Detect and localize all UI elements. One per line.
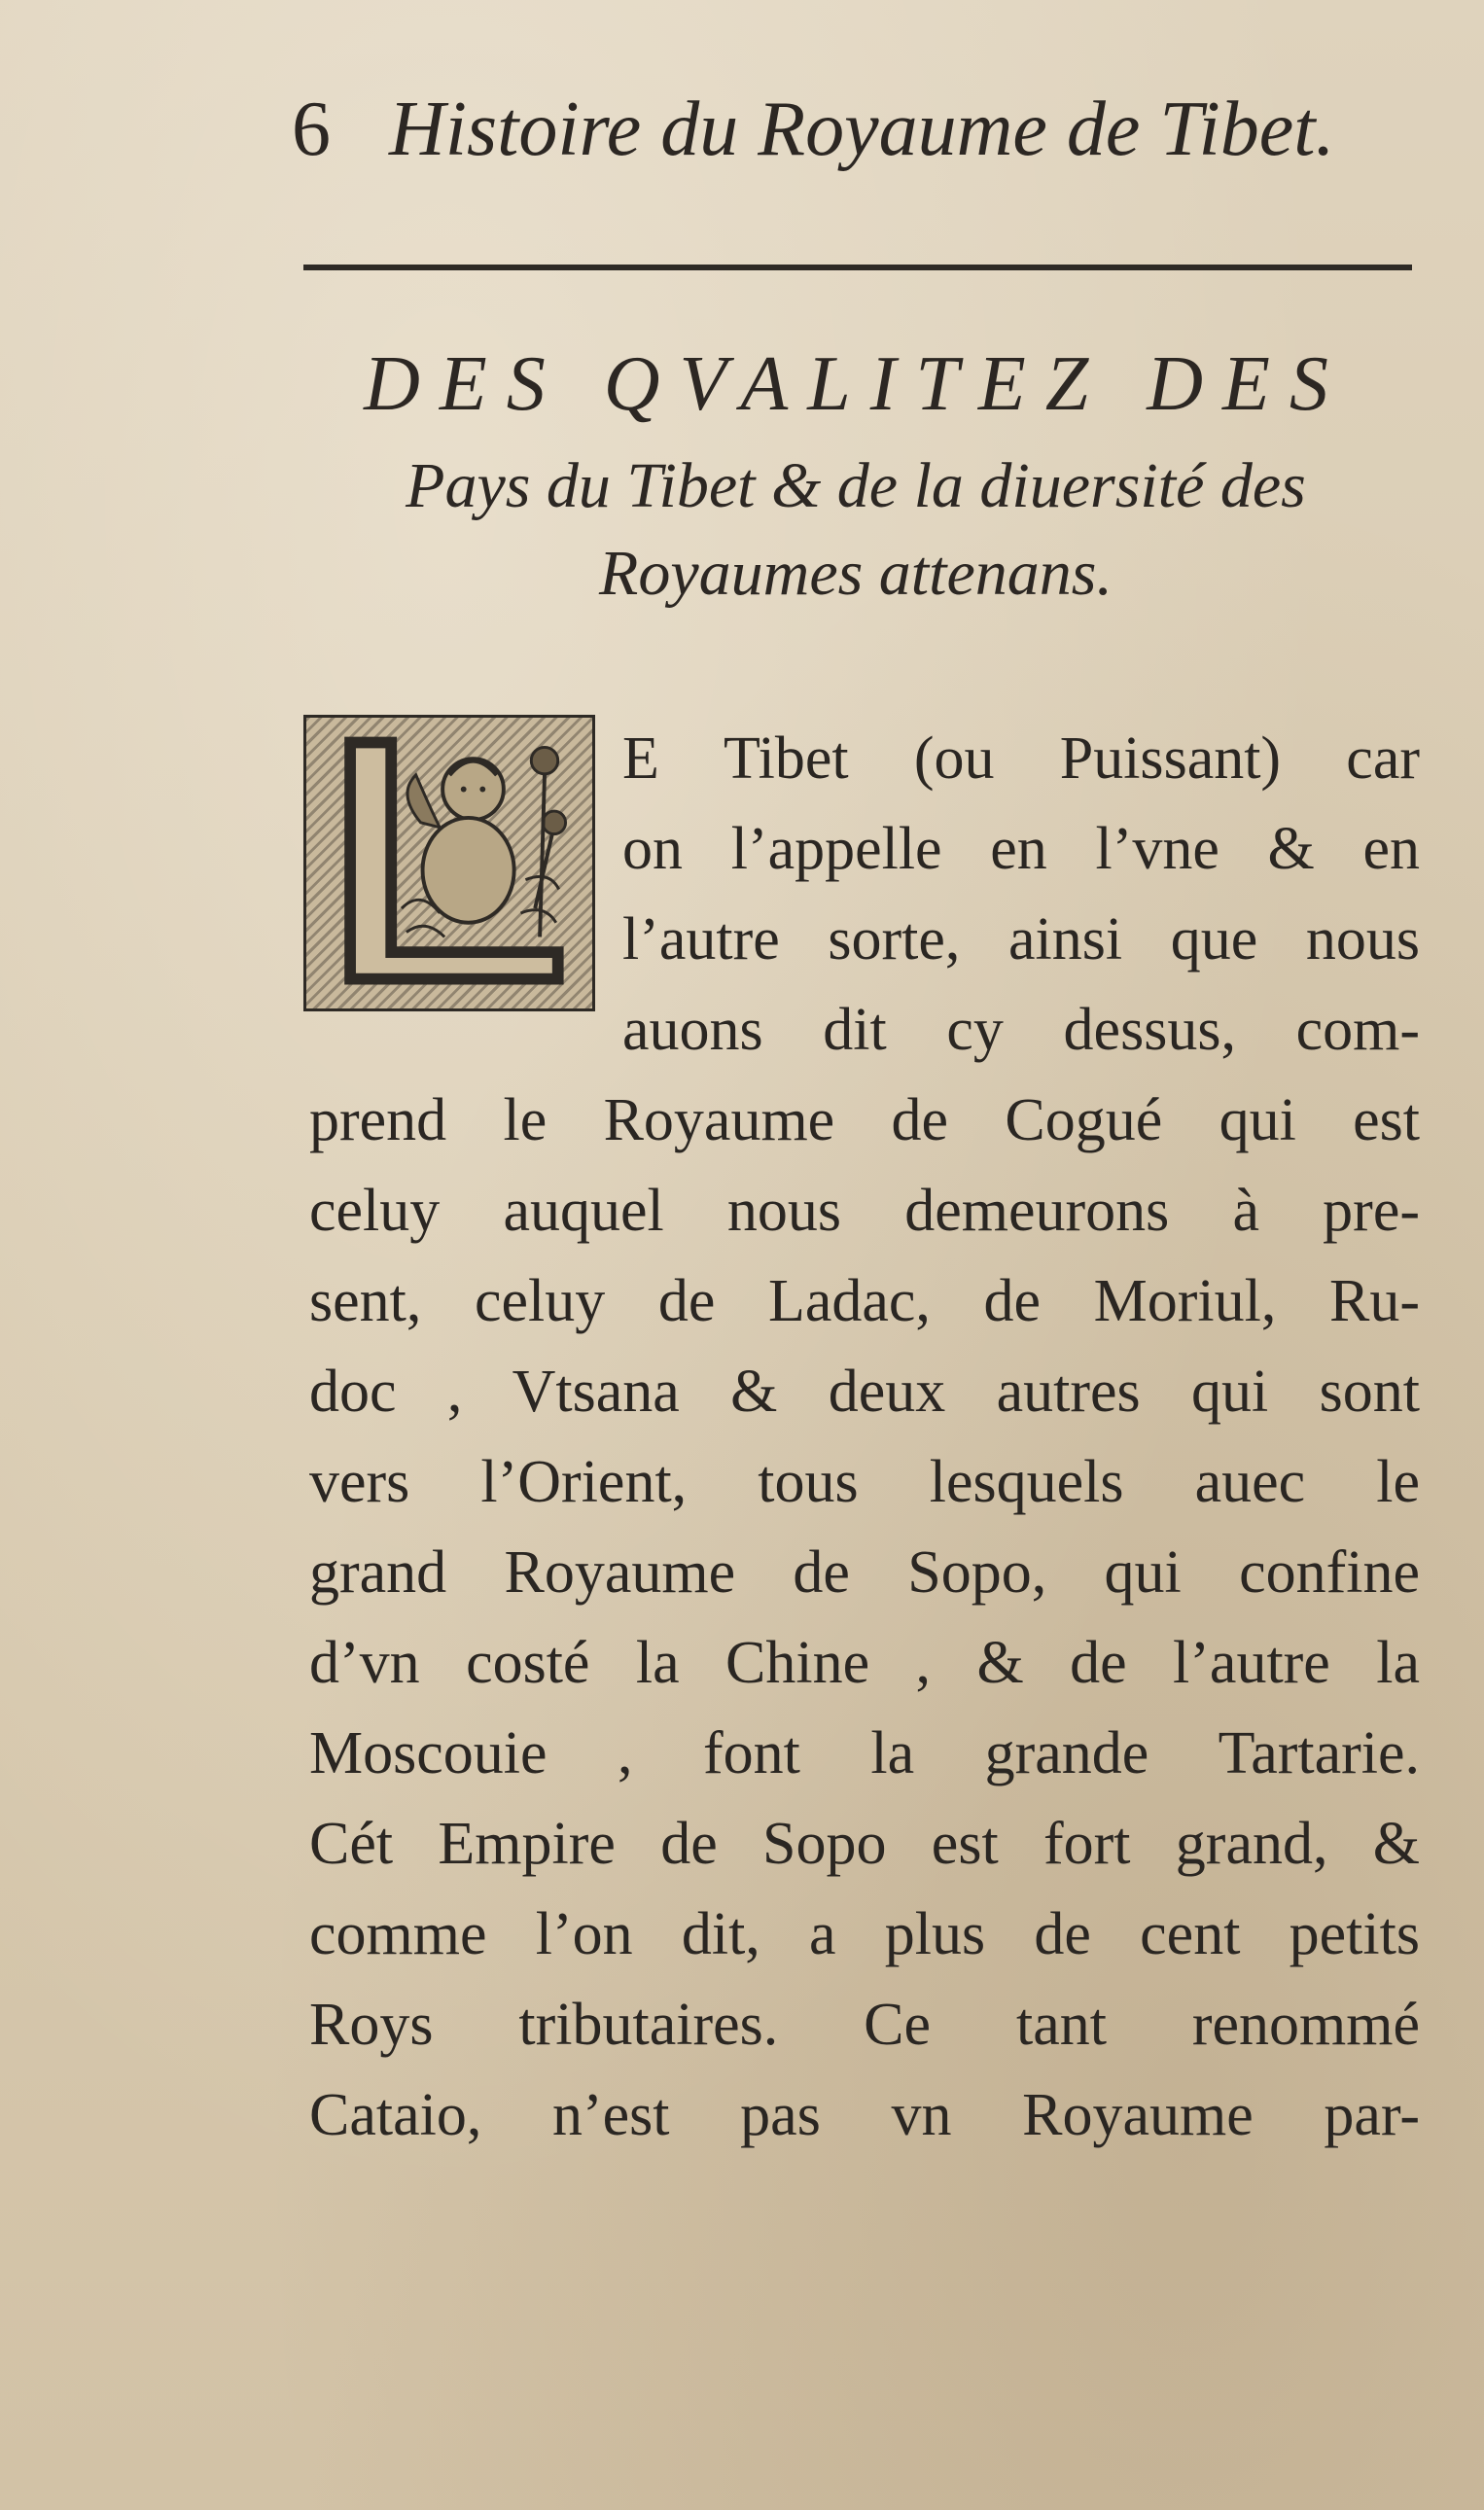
page-number: 6 [292,87,331,172]
chapter-heading-line-1: DES QVALITEZ DES [364,341,1348,427]
body-line: d’vn costé la Chine , & de l’autre la [309,1630,1420,1696]
body-line: Moscouie , font la grande Tartarie. [309,1720,1420,1786]
body-line: sent, celuy de Ladac, de Moriul, Ru- [309,1268,1420,1334]
body-line: Roys tributaires. Ce tant renommé [309,1992,1420,2058]
chapter-heading-line-3: Royaumes attenans. [599,538,1113,609]
body-line: vers l’Orient, tous lesquels auec le [309,1449,1420,1515]
body-line: comme l’on dit, a plus de cent petits [309,1901,1420,1967]
chapter-heading-line-2: Pays du Tibet & de la diuersité des [406,450,1306,521]
body-line: E Tibet (ou Puissant) car [622,725,1420,792]
body-line: prend le Royaume de Cogué qui est [309,1087,1420,1153]
body-line: l’autre sorte, ainsi que nous [622,906,1420,972]
body-line: Cataio, n’est pas vn Royaume par- [309,2082,1420,2148]
body-line: Cét Empire de Sopo est fort grand, & [309,1811,1420,1877]
body-line: auons dit cy dessus, com- [622,997,1420,1063]
running-title: Histoire du Royaume de Tibet. [389,87,1335,172]
body-line: doc , Vtsana & deux autres qui sont [309,1359,1420,1425]
body-line: on l’appelle en l’vne & en [622,816,1420,882]
body-line: celuy auquel nous demeurons à pre- [309,1178,1420,1244]
body-line: grand Royaume de Sopo, qui confine [309,1539,1420,1606]
